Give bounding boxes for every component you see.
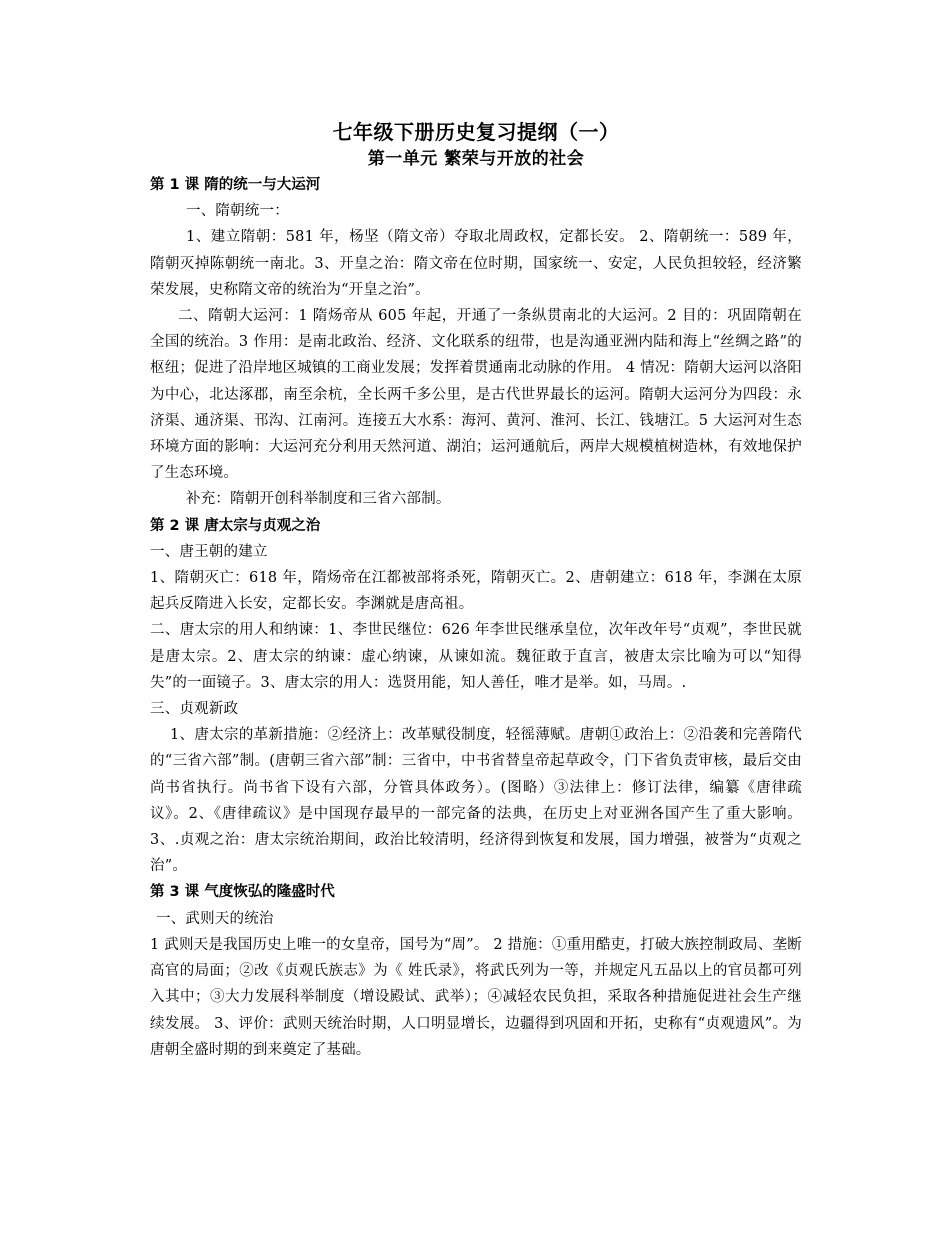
lesson-2-section-1-heading: 一、唐王朝的建立: [150, 543, 268, 560]
document-page: [150, 118, 802, 1063]
lesson-1-section-1-heading: 一、隋朝统一：: [186, 203, 289, 220]
lesson-2-paragraph-3: 1、唐太宗的革新措施：②经济上：改革赋役制度，轻徭薄赋。唐朝①政治上：②沿袭和完善隋代的“三省六部”制。(唐朝三省六部”制：三省中，中书省替皇帝起草政令，门下省负责审核，最后交由尚书省执行。尚书省下设有六部，分管具体政务）。(图略）③法律上：修订法律，编纂《唐律疏议》。2、《唐律疏议》是中国现存最早的一部完备的法典，在历史上对亚洲各国产生了重大影响。3、.贞观之治：唐太宗统治期间，政治比较清明，经济得到恢复和发展，国力增强，被誉为“贞观之治”。: [150, 727, 802, 875]
lesson-1-paragraph-1: 1、建立隋朝：581 年，杨坚（隋文帝）夺取北周政权，定都长安。 2、隋朝统一：589 年，隋朝灭掉陈朝统一南北。3、开皇之治：隋文帝在位时期，国家统一、安定，人民负担较轻，经济繁荣发展，史称隋文帝的统治为“开皇之治”。: [150, 229, 802, 298]
lesson-3-section-1-heading: 一、武则天的统治: [156, 910, 274, 927]
lesson-2-paragraph-2: 二、唐太宗的用人和纳谏：1、李世民继位：626 年李世民继承皇位，次年改年号“贞观”，李世民就是唐太宗。2、唐太宗的纳谏：虚心纳谏，从谏如流。魏征敢于直言，被唐太宗比喻为可以“知得失”的一面镜子。3、唐太宗的用人：选贤用能，知人善任，唯才是举。如，马周。.: [150, 622, 802, 691]
lesson-3-heading: 第 3 课 气度恢弘的隆盛时代: [150, 884, 335, 901]
lesson-2-section-3-heading: 三、贞观新政: [150, 701, 239, 718]
lesson-1-paragraph-2: 二、隋朝大运河：1 隋炀帝从 605 年起，开通了一条纵贯南北的大运河。2 目的：巩固隋朝在全国的统治。3 作用：是南北政治、经济、文化联系的纽带，也是沟通亚洲内陆和海上“丝绸之路”的枢纽；促进了沿岸地区城镇的工商业发展；发挥着贯通南北动脉的作用。 4 情况：隋朝大运河以洛阳为中心，北达涿郡，南至余杭，全长两千多公里，是古代世界最长的运河。隋朝大运河分为四段：永济渠、通济渠、邗沟、江南河。连接五大水系：海河、黄河、淮河、长江、钱塘江。5 大运河对生态环境方面的影响：大运河充分利用天然河道、湖泊；运河通航后，两岸大规模植树造林，有效地保护了生态环境。: [150, 308, 802, 482]
document-title: 七年级下册历史复习提纲（一）: [332, 120, 620, 144]
lesson-2-paragraph-1: 1、隋朝灭亡：618 年，隋炀帝在江都被部将杀死，隋朝灭亡。2、唐朝建立：618 年，李渊在太原起兵反隋进入长安，定都长安。李渊就是唐高祖。: [150, 570, 802, 613]
lesson-1-supplement: 补充：隋朝开创科举制度和三省六部制。: [186, 491, 451, 508]
lesson-2-heading: 第 2 课 唐太宗与贞观之治: [150, 517, 321, 534]
lesson-3-paragraph-1: 1 武则天是我国历史上唯一的女皇帝，国号为“周”。 2 措施：①重用酷吏，打破大族控制政局、垄断高官的局面；②改《贞观氏族志》为《 姓氏录》，将武氏列为一等，并规定凡五品以上的官员都可列入其中；③大力发展科举制度（增设殿试、武举）；④减轻农民负担，采取各种措施促进社会生产继续发展。 3、评价：武则天统治时期，人口明显增长，边疆得到巩固和开拓，史称有“贞观遗风”。为唐朝全盛时期的到来奠定了基础。: [150, 936, 802, 1058]
unit-title: 第一单元 繁荣与开放的社会: [367, 149, 585, 169]
lesson-1-heading: 第 1 课 隋的统一与大运河: [150, 177, 321, 193]
